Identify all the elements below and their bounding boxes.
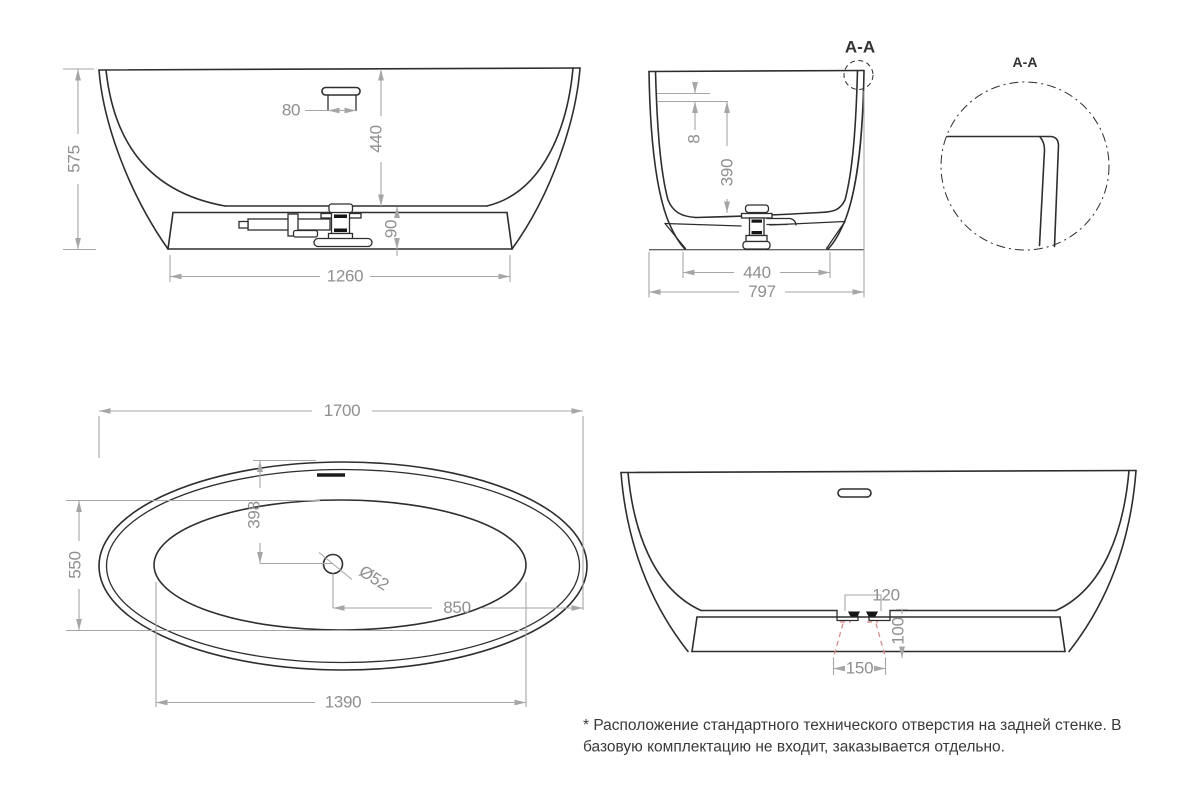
section-label: A-A (844, 37, 876, 57)
view-detail-aa (941, 54, 1109, 250)
detail-boundary-circle (941, 82, 1109, 250)
back-overflow-hole (838, 489, 871, 497)
view-front-elevation (63, 68, 580, 286)
detail-rim-section (947, 137, 1059, 247)
section-dimensions (649, 87, 864, 302)
dim-plan-drain-diameter: Ø52 (355, 561, 393, 595)
plan-tub-outline (99, 462, 587, 670)
view-plan (66, 401, 588, 712)
dim-section-rim-edge: 8 (684, 134, 704, 144)
dim-front-height: 575 (64, 145, 84, 173)
dim-plan-overall-length: 1700 (323, 401, 361, 420)
back-dimensions (834, 586, 909, 678)
dim-back-hole-width: 120 (872, 585, 900, 605)
footnote-line-1: * Расположение стандартного технического отверстия на задней стенке. В (583, 717, 1122, 734)
dim-section-overall-width: 797 (748, 282, 776, 301)
dim-front-base-height: 90 (381, 219, 401, 239)
dim-plan-width: 550 (65, 551, 85, 579)
view-section-end (649, 38, 875, 302)
detail-label: A-A (1012, 54, 1038, 70)
plan-dimensions (66, 401, 584, 712)
back-technical-hole (834, 612, 886, 658)
dim-section-base-width: 440 (743, 263, 771, 282)
footnote-line-2: базовую комплектацию не входит, заказывается отдельно. (583, 738, 1005, 756)
section-drain-assembly (742, 205, 773, 249)
dim-front-base-length: 1260 (326, 266, 364, 286)
view-back-elevation (621, 471, 1136, 678)
footnote (583, 717, 1121, 756)
back-tub-outline (621, 471, 1136, 652)
dim-back-hole-height: 100 (888, 617, 908, 645)
dim-plan-floor-length: 1390 (324, 692, 362, 712)
front-overflow-hole (322, 88, 360, 111)
dim-section-inner-depth: 390 (717, 158, 737, 187)
front-dimensions (63, 69, 510, 286)
section-detail-callout-circle (844, 61, 873, 90)
front-drain-assembly (239, 204, 372, 247)
dim-back-hole-spacing: 150 (845, 658, 874, 678)
dim-plan-drain-to-end: 850 (443, 598, 471, 617)
dim-front-overflow-width: 80 (281, 100, 301, 120)
dim-front-rim-to-floor: 440 (366, 125, 386, 153)
dim-plan-drain-offset: 398 (244, 501, 264, 529)
